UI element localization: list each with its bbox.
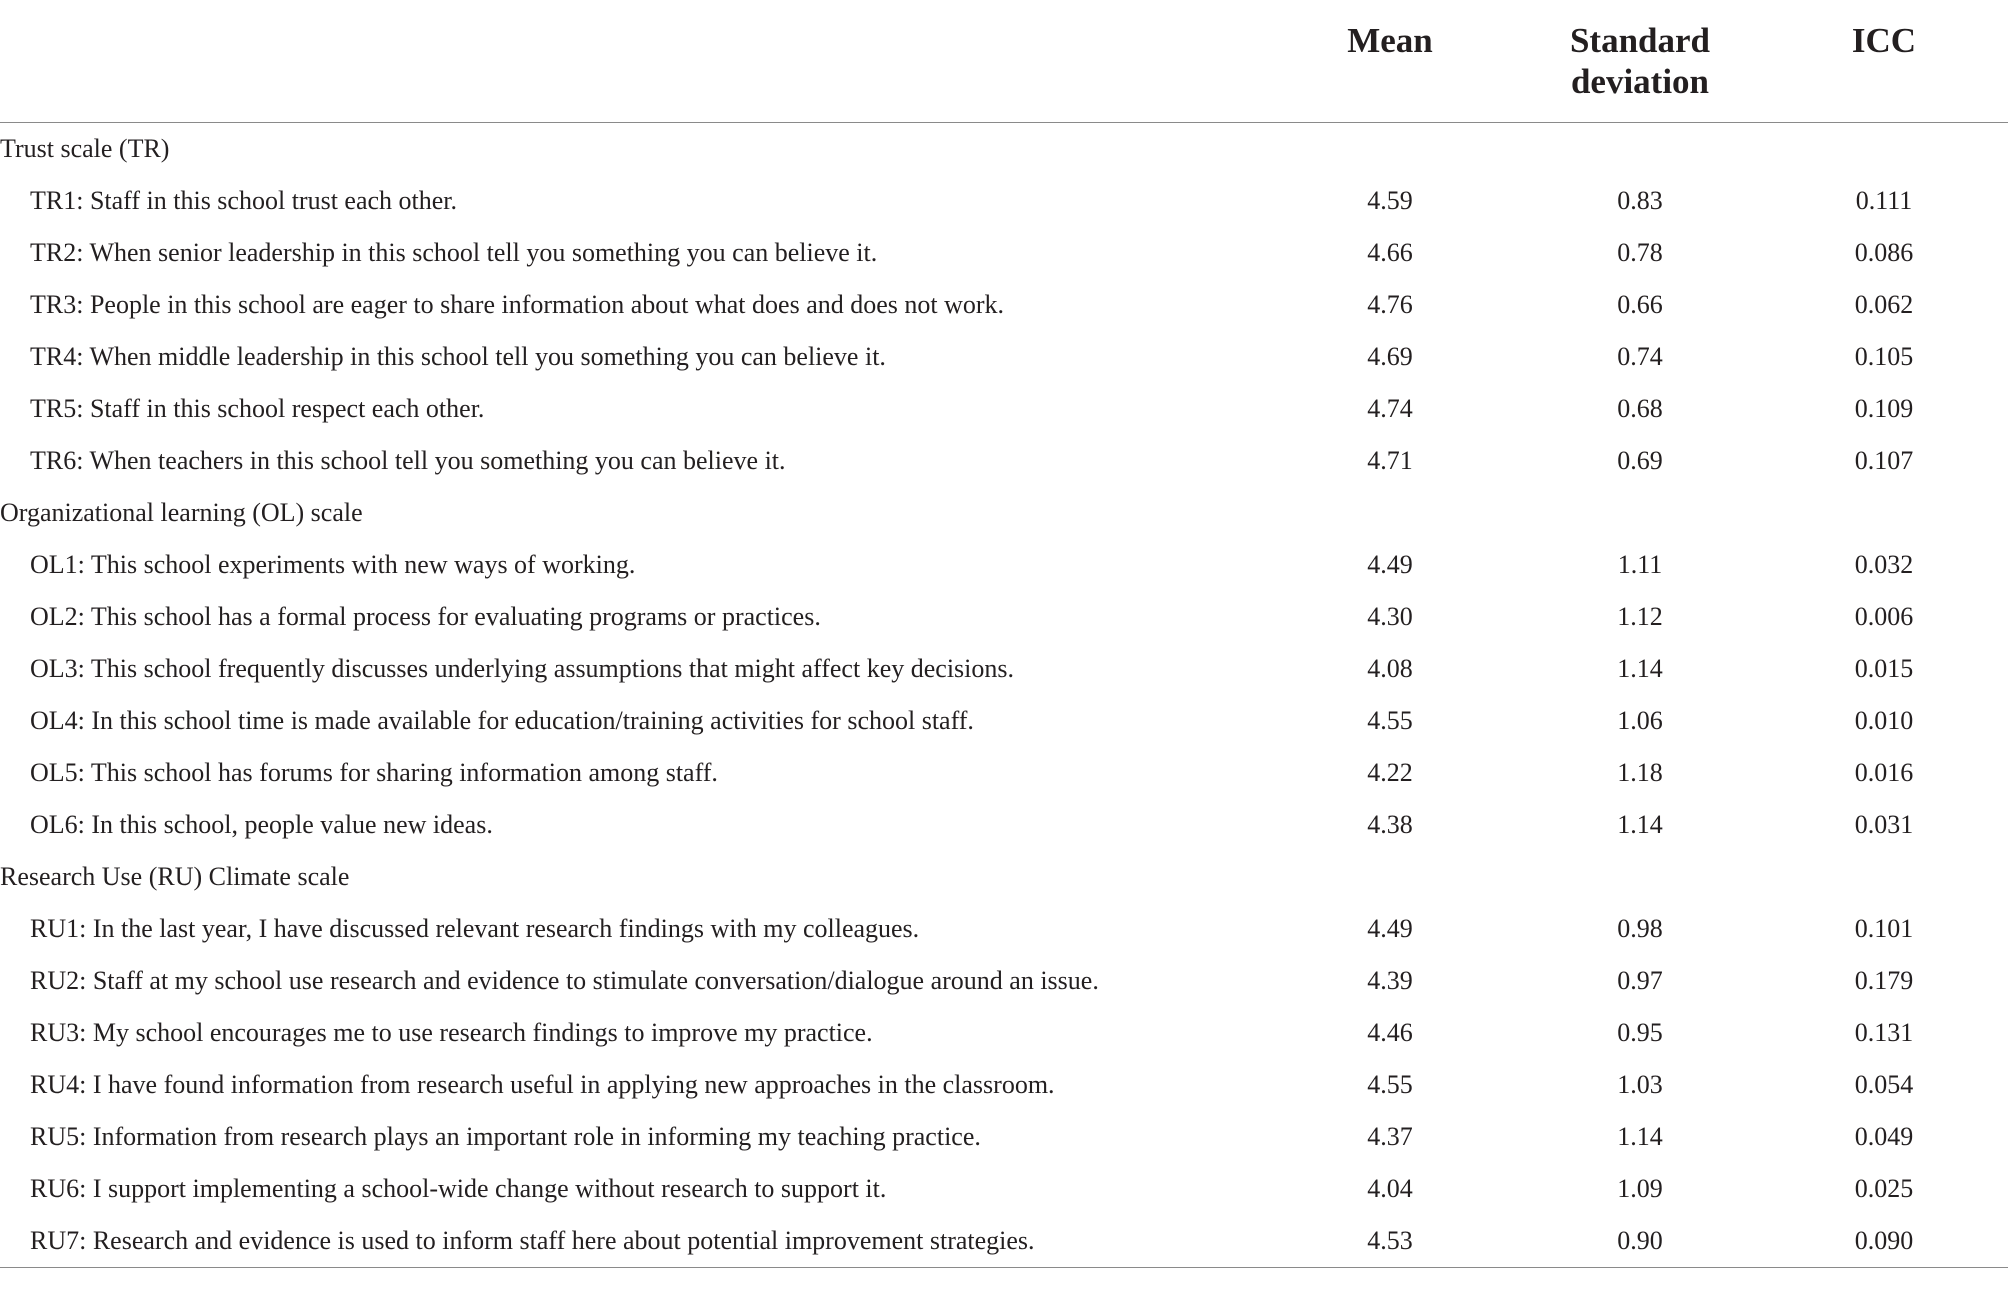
- table-row: [0, 1215, 2008, 1268]
- sd-value: 1.03: [1617, 1070, 1663, 1099]
- icc-value: 0.090: [1854, 1226, 1914, 1255]
- section-empty-cell: [1760, 851, 2008, 903]
- icc-value: 0.111: [1855, 186, 1913, 215]
- mean-value: 4.39: [1367, 966, 1413, 995]
- section-empty-cell: [1520, 851, 1760, 903]
- item-label: OL1: This school experiments with new ways of working.: [30, 550, 636, 579]
- item-label: RU3: My school encourages me to use research findings to improve my practice.: [30, 1018, 873, 1047]
- icc-value: 0.031: [1854, 810, 1914, 839]
- sd-value: 0.74: [1617, 342, 1663, 371]
- table-row: [0, 227, 2008, 279]
- mean-value: 4.22: [1367, 758, 1413, 787]
- icc-value: 0.025: [1854, 1174, 1914, 1203]
- icc-value: 0.062: [1854, 290, 1914, 319]
- mean-value: 4.55: [1367, 706, 1413, 735]
- item-label: OL5: This school has forums for sharing information among staff.: [30, 758, 718, 787]
- section-empty-cell: [1520, 487, 1760, 539]
- table-row: [0, 1163, 2008, 1215]
- header-row: [0, 0, 2008, 123]
- item-label: TR4: When middle leadership in this school tell you something you can believe it.: [30, 342, 886, 371]
- section-row: [0, 851, 2008, 903]
- mean-value: 4.53: [1367, 1226, 1413, 1255]
- mean-value: 4.49: [1367, 550, 1413, 579]
- table-body: [0, 123, 2008, 1268]
- header-sd-line1: Standard: [1569, 21, 1711, 60]
- item-label: OL4: In this school time is made available for education/training activities for school staff.: [30, 706, 974, 735]
- icc-value: 0.086: [1854, 238, 1914, 267]
- mean-value: 4.04: [1367, 1174, 1413, 1203]
- header-item: [0, 0, 1260, 123]
- header-standard-deviation: [1520, 0, 1760, 123]
- table-row: [0, 643, 2008, 695]
- item-label: RU7: Research and evidence is used to inform staff here about potential improvement strategies.: [30, 1226, 1035, 1255]
- table-header: [0, 0, 2008, 123]
- item-label: TR1: Staff in this school trust each other.: [30, 186, 458, 215]
- item-label: TR5: Staff in this school respect each other.: [30, 394, 485, 423]
- sd-value: 0.98: [1617, 914, 1663, 943]
- sd-value: 0.66: [1617, 290, 1663, 319]
- icc-value: 0.006: [1854, 602, 1914, 631]
- item-label: OL3: This school frequently discusses underlying assumptions that might affect key decisions.: [30, 654, 1015, 683]
- sd-value: 1.14: [1617, 810, 1663, 839]
- icc-value: 0.015: [1854, 654, 1914, 683]
- item-label: TR6: When teachers in this school tell you something you can believe it.: [30, 446, 786, 475]
- section-empty-cell: [1760, 487, 2008, 539]
- icc-value: 0.054: [1854, 1070, 1914, 1099]
- header-mean: Mean: [1347, 21, 1433, 60]
- section-row: [0, 487, 2008, 539]
- table-row: [0, 1111, 2008, 1163]
- icc-value: 0.010: [1854, 706, 1914, 735]
- sd-value: 0.95: [1617, 1018, 1663, 1047]
- section-empty-cell: [1760, 123, 2008, 176]
- item-label: RU1: In the last year, I have discussed relevant research findings with my colleagues.: [30, 914, 920, 943]
- table-footer-rule: [0, 1268, 2008, 1275]
- mean-value: 4.71: [1367, 446, 1413, 475]
- table-row: [0, 955, 2008, 1007]
- table-row: [0, 591, 2008, 643]
- item-label: OL2: This school has a formal process for evaluating programs or practices.: [30, 602, 821, 631]
- header-sd-line2: deviation: [1570, 62, 1710, 101]
- mean-value: 4.30: [1367, 602, 1413, 631]
- table-row: [0, 799, 2008, 851]
- mean-value: 4.46: [1367, 1018, 1413, 1047]
- table-row: [0, 1059, 2008, 1111]
- sd-value: 1.14: [1617, 654, 1663, 683]
- table-row: [0, 383, 2008, 435]
- section-empty-cell: [1520, 123, 1760, 176]
- table-row: [0, 279, 2008, 331]
- header-icc: ICC: [1851, 21, 1917, 60]
- sd-value: 1.12: [1617, 602, 1663, 631]
- table-row: [0, 331, 2008, 383]
- sd-value: 0.90: [1617, 1226, 1663, 1255]
- item-label: RU5: Information from research plays an important role in informing my teaching practice.: [30, 1122, 981, 1151]
- mean-value: 4.66: [1367, 238, 1413, 267]
- mean-value: 4.55: [1367, 1070, 1413, 1099]
- sd-value: 1.09: [1617, 1174, 1663, 1203]
- item-label: OL6: In this school, people value new ideas.: [30, 810, 493, 839]
- table-row: [0, 435, 2008, 487]
- table-row: [0, 747, 2008, 799]
- item-label: TR2: When senior leadership in this school tell you something you can believe it.: [30, 238, 878, 267]
- sd-value: 0.83: [1617, 186, 1663, 215]
- icc-value: 0.049: [1854, 1122, 1914, 1151]
- icc-value: 0.101: [1854, 914, 1914, 943]
- mean-value: 4.69: [1367, 342, 1413, 371]
- sd-value: 0.78: [1617, 238, 1663, 267]
- item-label: TR3: People in this school are eager to share information about what does and does not work.: [30, 290, 1005, 319]
- sd-value: 1.14: [1617, 1122, 1663, 1151]
- item-label: RU4: I have found information from research useful in applying new approaches in the classroom.: [30, 1070, 1055, 1099]
- icc-value: 0.016: [1854, 758, 1914, 787]
- mean-value: 4.59: [1367, 186, 1413, 215]
- section-empty-cell: [1260, 851, 1520, 903]
- section-empty-cell: [1260, 123, 1520, 176]
- table-row: [0, 695, 2008, 747]
- table-row: [0, 539, 2008, 591]
- sd-value: 1.11: [1617, 550, 1663, 579]
- table-row: [0, 1007, 2008, 1059]
- section-label: Research Use (RU) Climate scale: [0, 862, 350, 891]
- sd-value: 0.97: [1617, 966, 1663, 995]
- table-row: [0, 175, 2008, 227]
- mean-value: 4.76: [1367, 290, 1413, 319]
- item-label: RU6: I support implementing a school-wide change without research to support it.: [30, 1174, 887, 1203]
- sd-value: 0.69: [1617, 446, 1663, 475]
- sd-value: 0.68: [1617, 394, 1663, 423]
- item-label: RU2: Staff at my school use research and evidence to stimulate conversation/dialogue around an issue.: [30, 966, 1099, 995]
- icc-value: 0.032: [1854, 550, 1914, 579]
- sd-value: 1.06: [1617, 706, 1663, 735]
- mean-value: 4.38: [1367, 810, 1413, 839]
- section-empty-cell: [1260, 487, 1520, 539]
- icc-value: 0.131: [1854, 1018, 1914, 1047]
- icc-value: 0.105: [1854, 342, 1914, 371]
- mean-value: 4.74: [1367, 394, 1413, 423]
- table-row: [0, 903, 2008, 955]
- icc-value: 0.179: [1854, 966, 1914, 995]
- section-label: Trust scale (TR): [0, 134, 170, 163]
- bottom-rule: [0, 1268, 2008, 1275]
- section-row: [0, 123, 2008, 176]
- sd-value: 1.18: [1617, 758, 1663, 787]
- mean-value: 4.49: [1367, 914, 1413, 943]
- mean-value: 4.08: [1367, 654, 1413, 683]
- icc-value: 0.107: [1854, 446, 1914, 475]
- section-label: Organizational learning (OL) scale: [0, 498, 363, 527]
- icc-value: 0.109: [1854, 394, 1914, 423]
- mean-value: 4.37: [1367, 1122, 1413, 1151]
